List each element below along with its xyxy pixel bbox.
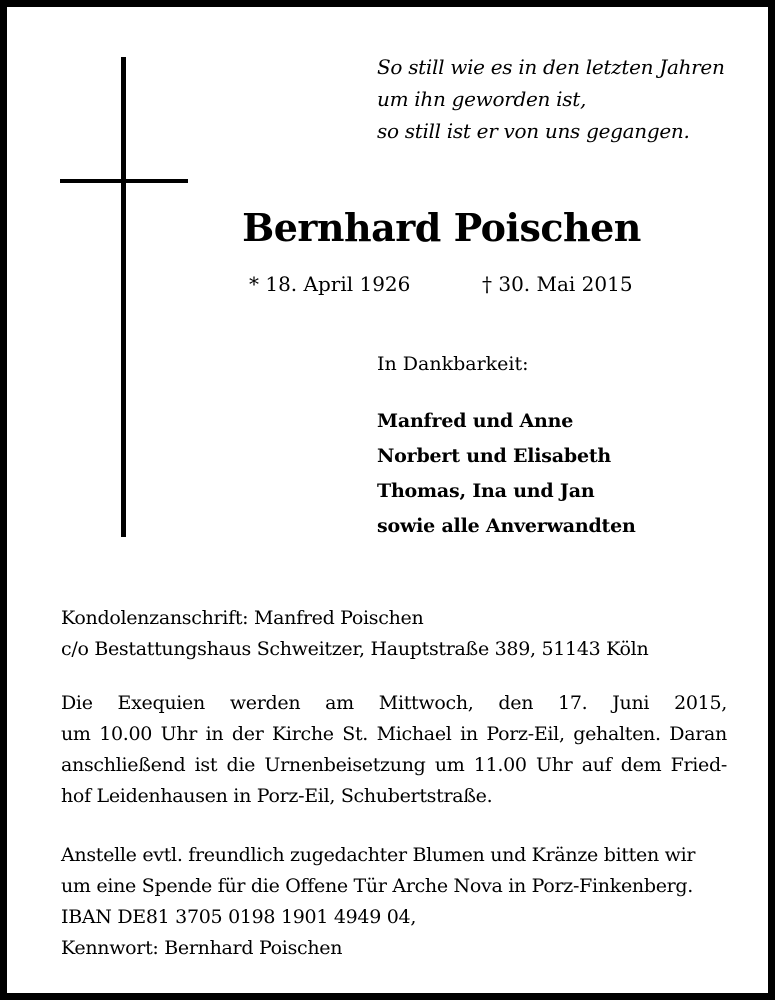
poem — [377, 51, 767, 147]
cross-icon — [121, 57, 126, 537]
mourner-item: sowie alle Anverwandten — [377, 515, 636, 537]
funeral-line: Die Exequien werden am Mittwoch, den 17. Juni 2015, — [61, 692, 727, 714]
donation-keyword: Kennwort: Bernhard Poischen — [61, 937, 343, 959]
funeral-line: um 10.00 Uhr in der Kirche St. Michael in Porz-Eil, gehalten. Daran — [61, 723, 727, 745]
mourner-item: Thomas, Ina und Jan — [377, 480, 595, 502]
poem-line: so still ist er von uns gegangen. — [377, 119, 690, 143]
funeral-info — [61, 688, 727, 812]
deceased-name: Bernhard Poischen — [242, 205, 641, 250]
cross-icon-bar — [60, 179, 188, 183]
funeral-line: hof Leidenhausen in Porz-Eil, Schubertstraße. — [61, 785, 493, 807]
funeral-line: anschließend ist die Urnenbeisetzung um 11.00 Uhr auf dem Fried- — [61, 754, 727, 776]
poem-line: um ihn geworden ist, — [377, 87, 587, 111]
donation-line: um eine Spende für die Offene Tür Arche Nova in Porz-Finkenberg. — [61, 875, 694, 897]
condolence-line: c/o Bestattungshaus Schweitzer, Hauptstraße 389, 51143 Köln — [61, 638, 649, 660]
birth-date: * 18. April 1926 — [249, 272, 411, 296]
mourner-item: Manfred und Anne — [377, 410, 574, 432]
donation-info — [61, 840, 727, 964]
mourner-item: Norbert und Elisabeth — [377, 445, 612, 467]
iban-line: IBAN DE81 3705 0198 1901 4949 04, — [61, 906, 417, 928]
thanks-label: In Dankbarkeit: — [377, 353, 529, 375]
mourners-list — [377, 404, 636, 544]
poem-line: So still wie es in den letzten Jahren — [377, 55, 725, 79]
donation-line: Anstelle evtl. freundlich zugedachter Blumen und Kränze bitten wir — [61, 844, 696, 866]
condolence-line: Kondolenzanschrift: Manfred Poischen — [61, 607, 424, 629]
death-date: † 30. Mai 2015 — [482, 272, 633, 296]
condolence-address — [61, 603, 727, 665]
